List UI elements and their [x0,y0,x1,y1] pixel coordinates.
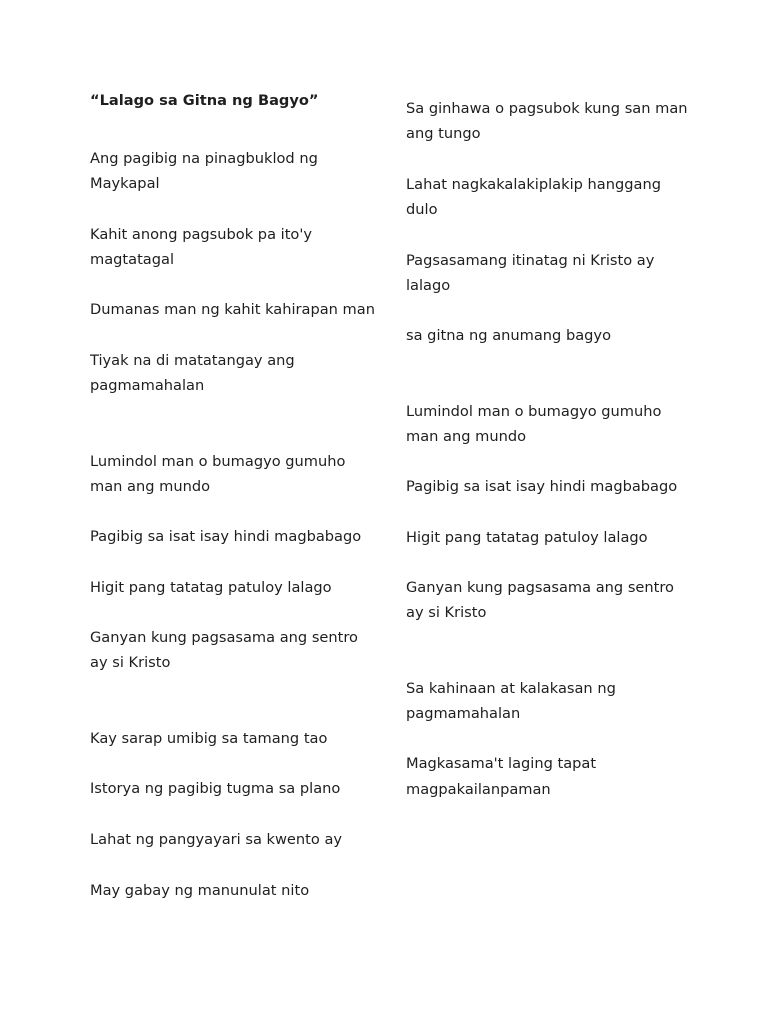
left-column-line: Istorya ng pagibig tugma sa plano [90,780,341,797]
right-column-line: Magkasama't laging tapat [406,755,597,772]
right-column-line: ay si Kristo [406,604,487,621]
left-column-line: Maykapal [90,175,160,192]
left-column-line: man ang mundo [90,478,211,495]
left-column-line: Tiyak na di matatangay ang [90,352,295,369]
left-column-line: magtatagal [90,251,175,268]
left-column-line: Ganyan kung pagsasama ang sentro [90,629,358,646]
left-column-line: Kahit anong pagsubok pa ito'y [90,226,312,243]
left-column-line: May gabay ng manunulat nito [90,882,310,899]
left-column-line: Higit pang tatatag patuloy lalago [90,579,332,596]
right-column-line: Sa kahinaan at kalakasan ng [406,680,616,697]
right-column-line: dulo [406,201,438,218]
right-column-line: pagmamahalan [406,705,521,722]
right-column-line: lalago [406,277,451,294]
right-column-line: Sa ginhawa o pagsubok kung san man [406,100,688,117]
right-column-line: magpakailanpaman [406,781,551,798]
left-column-line: Kay sarap umibig sa tamang tao [90,730,328,747]
right-column-line: Higit pang tatatag patuloy lalago [406,529,648,546]
left-column-line: Lahat ng pangyayari sa kwento ay [90,831,343,848]
right-column-line: Pagibig sa isat isay hindi magbabago [406,478,678,495]
right-column-line: Lumindol man o bumagyo gumuho [406,403,662,420]
left-column-line: ay si Kristo [90,654,171,671]
left-column-line: Lumindol man o bumagyo gumuho [90,453,346,470]
left-column-line: Dumanas man ng kahit kahirapan man [90,301,375,318]
right-column-line: man ang mundo [406,428,527,445]
left-column-line: pagmamahalan [90,377,205,394]
right-column-line: Pagsasamang itinatag ni Kristo ay [406,252,655,269]
left-column-line: Pagibig sa isat isay hindi magbabago [90,528,362,545]
right-column-line: Ganyan kung pagsasama ang sentro [406,579,674,596]
left-column-line: Ang pagibig na pinagbuklod ng [90,150,318,167]
right-column-line: sa gitna ng anumang bagyo [406,327,611,344]
document-title: “Lalago sa Gitna ng Bagyo” [90,92,319,109]
right-column-line: ang tungo [406,125,481,142]
right-column-line: Lahat nagkakalakiplakip hanggang [406,176,661,193]
